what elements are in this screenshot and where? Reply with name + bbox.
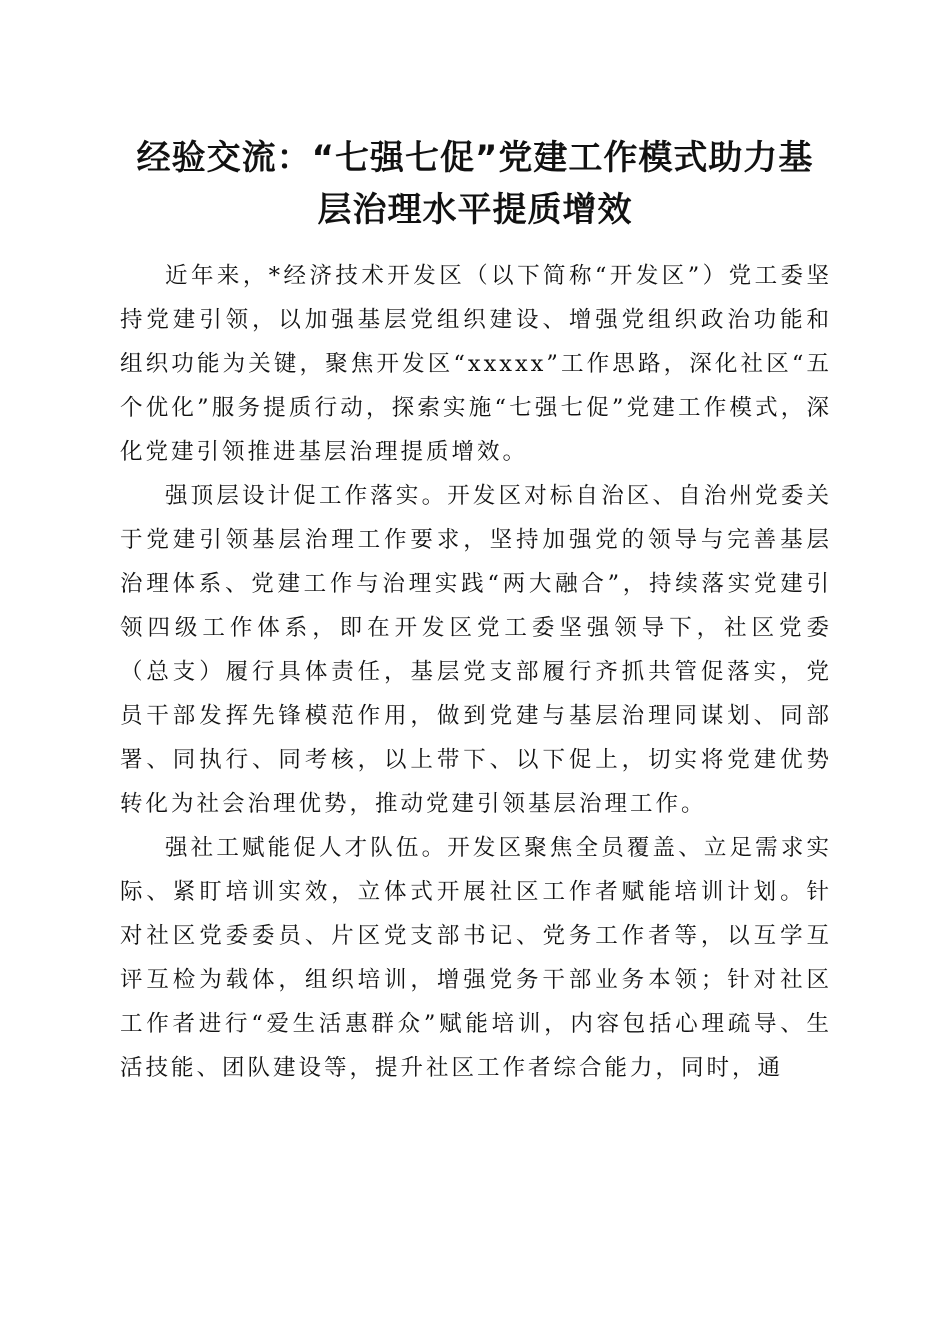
paragraph-social-worker-empowerment: 强社工赋能促人才队伍。开发区聚焦全员覆盖、立足需求实际、紧盯培训实效，立体式开展社区工作者赋能培训计划。针对社区党委委员、片区党支部书记、党务工作者等，以互学互评互检为载体，组织培训，增强党务干部业务本领；针对社区工作者进行“爱生活惠群众”赋能培训，内容包括心理疏导、生活技能、团队建设等，提升社区工作者综合能力，同时，通 — [120, 835, 832, 1081]
document-title — [110, 132, 840, 236]
title-line-2: 层治理水平提质增效 — [317, 190, 633, 230]
paragraph-intro: 近年来，*经济技术开发区（以下简称“开发区”）党工委坚持党建引领，以加强基层党组织建设、增强党组织政治功能和组织功能为关键，聚焦开发区“xxxxx”工作思路，深化社区“五个优化”服务提质行动，探索实施“七强七促”党建工作模式，深化党建引领推进基层治理提质增效。 — [120, 263, 832, 465]
paragraph-top-level-design: 强顶层设计促工作落实。开发区对标自治区、自治州党委关于党建引领基层治理工作要求，坚持加强党的领导与完善基层治理体系、党建工作与治理实践“两大融合”，持续落实党建引领四级工作体系，即在开发区党工委坚强领导下，社区党委（总支）履行具体责任，基层党支部履行齐抓共管促落实，党员干部发挥先锋模范作用，做到党建与基层治理同谋划、同部署、同执行、同考核，以上带下、以下促上，切实将党建优势转化为社会治理优势，推动党建引领基层治理工作。 — [120, 483, 832, 817]
document-body — [120, 254, 832, 1090]
title-line-1: 经验交流：“七强七促”党建工作模式助力基 — [136, 138, 814, 178]
